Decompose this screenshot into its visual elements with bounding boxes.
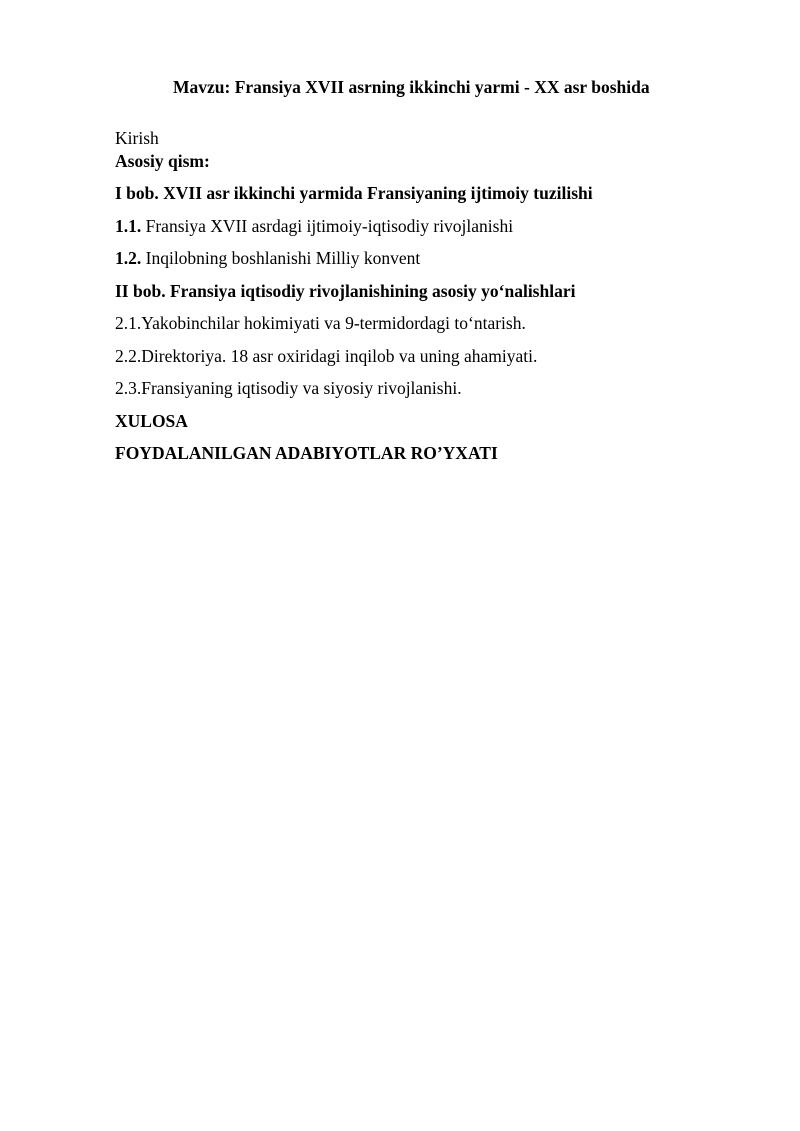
section-text: Inqilobning boshlanishi Milliy konvent <box>141 248 421 268</box>
toc-chapter-1: I bob. XVII asr ikkinchi yarmida Fransiyaning ijtimoiy tuzilishi <box>115 183 593 203</box>
table-of-contents <box>115 128 593 476</box>
toc-item-asosiy-qism: Asosiy qism: <box>115 151 210 171</box>
section-number: 1.2. <box>115 248 142 268</box>
toc-item-references: FOYDALANILGAN ADABIYOTLAR RO’YXATI <box>115 443 498 463</box>
section-number: 1.1. <box>115 215 142 236</box>
toc-section-2-1: 2.1.Yakobinchilar hokimiyati va 9-termidordagi to‘ntarish. <box>115 313 526 333</box>
toc-section-1-2 <box>115 248 593 268</box>
toc-section-1-1 <box>115 216 593 236</box>
toc-item-xulosa: XULOSA <box>115 410 188 431</box>
toc-chapter-2: II bob. Fransiya iqtisodiy rivojlanishining asosiy yo‘nalishlari <box>115 280 576 301</box>
toc-section-2-2: 2.2.Direktoriya. 18 asr oxiridagi inqilob va uning ahamiyati. <box>115 345 538 366</box>
section-text: Fransiya XVII asrdagi ijtimoiy-iqtisodiy rivojlanishi <box>141 215 514 236</box>
toc-item-kirish: Kirish <box>115 128 159 148</box>
document-title: Mavzu: Fransiya XVII asrning ikkinchi yarmi - XX asr boshida <box>173 77 650 97</box>
toc-section-2-3: 2.3.Fransiyaning iqtisodiy va siyosiy rivojlanishi. <box>115 378 462 398</box>
